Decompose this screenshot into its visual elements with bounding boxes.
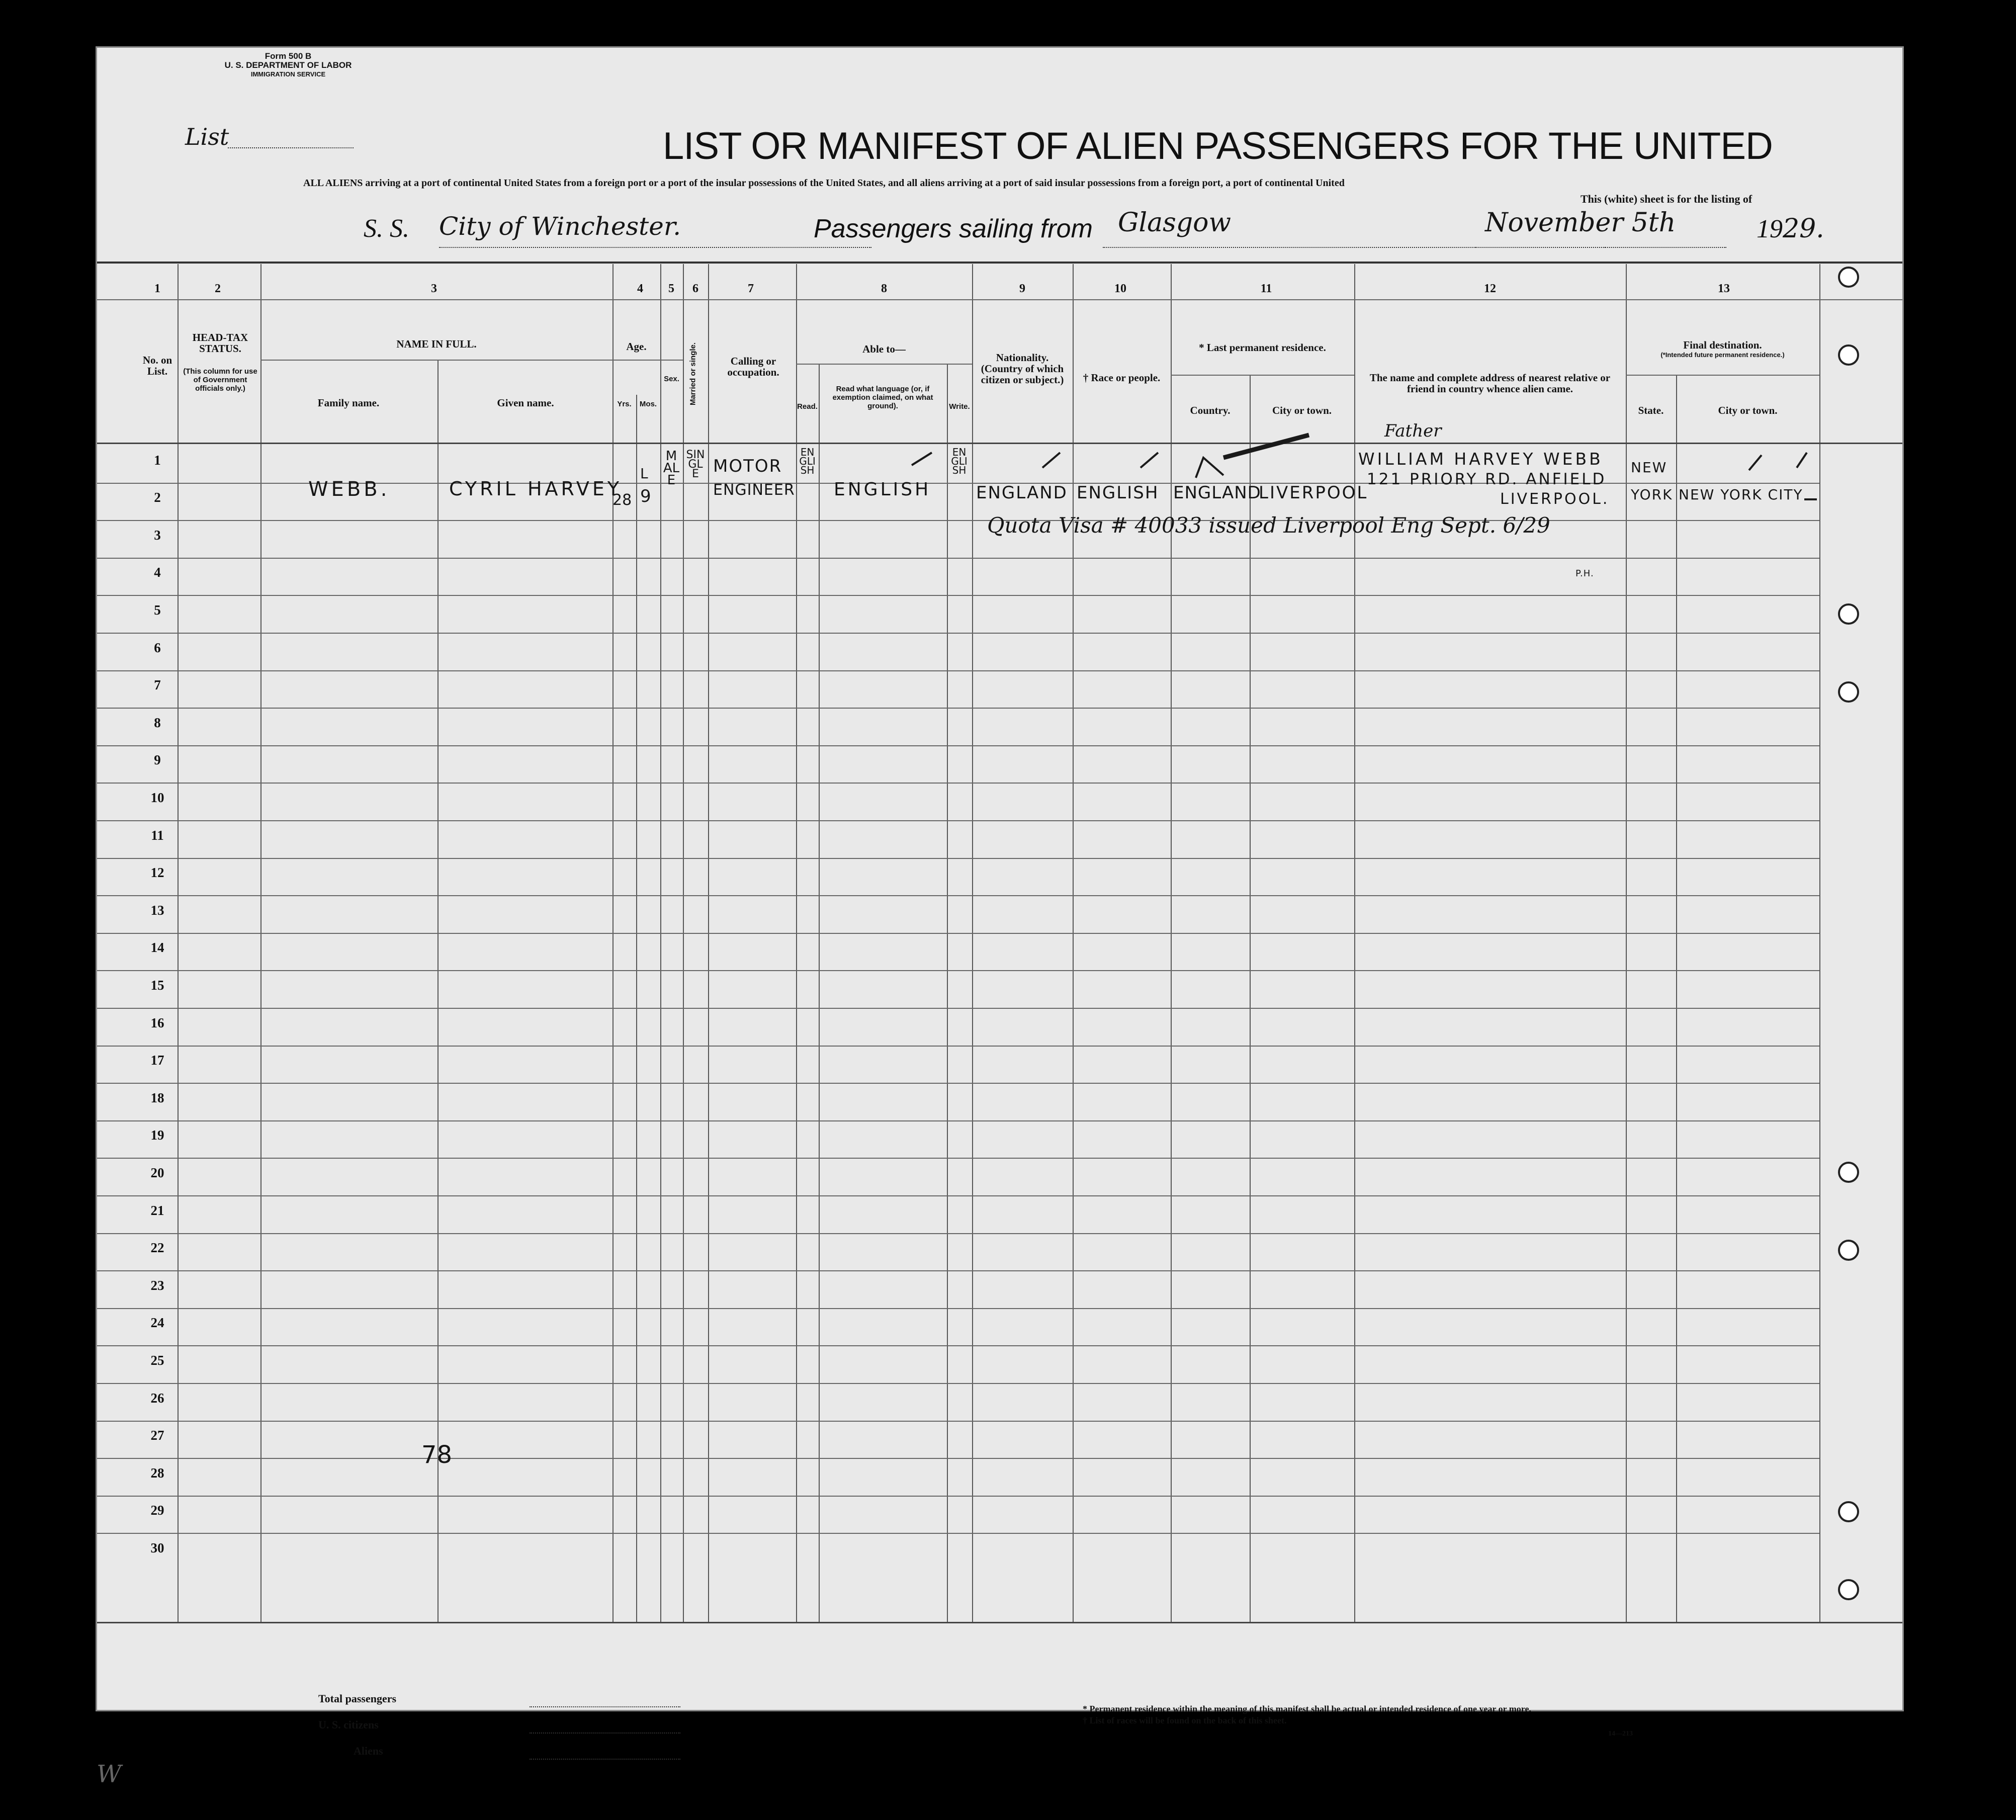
row-rule xyxy=(97,670,1819,671)
header-calling: Calling or occupation. xyxy=(727,355,779,378)
entry-relative-city: LIVERPOOL. xyxy=(1500,490,1610,508)
row-number: 9 xyxy=(154,752,161,768)
entry-yrs: 28 xyxy=(612,491,632,509)
entry-dest-city: NEW YORK CITY xyxy=(1679,486,1803,503)
table-row xyxy=(97,1533,1902,1571)
year-prefix: 19 xyxy=(1757,215,1783,243)
header-mos: Mos. xyxy=(639,400,657,408)
entry-married: SINGLE xyxy=(686,449,705,480)
header-city: City or town. xyxy=(1272,404,1332,416)
page-mark: 78 xyxy=(421,1441,453,1469)
binder-hole xyxy=(1838,267,1859,288)
row-rule xyxy=(97,783,1819,784)
row-rule xyxy=(97,558,1819,559)
row-number: 6 xyxy=(154,640,161,655)
header-age: Age. xyxy=(626,340,647,353)
header-race: † Race or people. xyxy=(1083,372,1161,384)
table-row xyxy=(97,633,1902,670)
row-number: 7 xyxy=(154,677,161,693)
header-name-in-full: NAME IN FULL. xyxy=(396,338,477,350)
header-state: State. xyxy=(1638,404,1664,416)
col-number: 4 xyxy=(637,282,643,295)
header-write: Write. xyxy=(949,402,970,411)
col-number: 9 xyxy=(1019,282,1025,295)
binder-hole xyxy=(1838,603,1859,625)
footer-code: 14—213 xyxy=(1608,1730,1633,1738)
table-row xyxy=(97,670,1902,708)
table-row xyxy=(97,1383,1902,1421)
table-row xyxy=(97,1083,1902,1120)
row-rule xyxy=(97,1195,1819,1196)
row-rule xyxy=(97,1233,1819,1234)
header-country: Country. xyxy=(1190,404,1231,416)
row-rule xyxy=(97,745,1819,746)
row-rule xyxy=(97,1158,1819,1159)
row-rule xyxy=(97,820,1819,821)
row-rule xyxy=(97,1345,1819,1346)
table-row xyxy=(97,820,1902,858)
row-rule xyxy=(97,1270,1819,1271)
row-number: 4 xyxy=(154,565,161,580)
entry-read-language: ENGLISH xyxy=(834,479,931,500)
entry-mos-top: L xyxy=(640,465,648,482)
entry-family-name: WEBB. xyxy=(308,478,390,501)
col-number: 2 xyxy=(215,282,221,295)
table-row xyxy=(97,933,1902,971)
row-rule xyxy=(97,595,1819,596)
table-row xyxy=(97,1120,1902,1158)
header-family-name: Family name. xyxy=(317,397,380,409)
row-number: 27 xyxy=(150,1428,164,1443)
col-number: 6 xyxy=(692,282,698,295)
col-number: 3 xyxy=(431,282,437,295)
row-rule xyxy=(97,708,1819,709)
entry-city: LIVERPOOL xyxy=(1259,483,1368,503)
col-number: 13 xyxy=(1718,282,1730,295)
table-row xyxy=(97,595,1902,633)
year-suffix: 29. xyxy=(1783,214,1824,244)
table-row xyxy=(97,858,1902,896)
table-row xyxy=(97,783,1902,820)
entry-occupation-2: ENGINEER xyxy=(713,481,795,499)
header-final-destination: Final destination. xyxy=(1683,339,1762,351)
row-rule xyxy=(97,1458,1819,1459)
footer-note-1: * Permanent residence within the meaning of this manifest shall be actual or intended residence of one year or more. xyxy=(1083,1704,1531,1714)
ditto-marks xyxy=(97,48,1902,551)
header-head-tax-note: (This column for use of Government officials only.) xyxy=(183,367,257,393)
row-number: 26 xyxy=(150,1390,164,1406)
table-row xyxy=(97,1496,1902,1533)
row-rule xyxy=(97,1083,1819,1084)
table-row xyxy=(97,1195,1902,1233)
col-number: 10 xyxy=(1114,282,1126,295)
footer-citizens-line xyxy=(530,1732,680,1734)
col-number: 11 xyxy=(1260,282,1272,295)
row-rule xyxy=(97,970,1819,971)
row-number: 29 xyxy=(150,1503,164,1518)
row-number: 12 xyxy=(150,865,164,881)
table-row xyxy=(97,1158,1902,1195)
table-row xyxy=(97,1270,1902,1308)
table-row xyxy=(97,1345,1902,1383)
row-number: 3 xyxy=(154,527,161,543)
row-rule xyxy=(97,1383,1819,1384)
entry-state-2: YORK xyxy=(1631,486,1673,503)
row-number: 8 xyxy=(154,715,161,730)
row-rule xyxy=(97,933,1819,934)
col-number: 5 xyxy=(668,282,674,295)
entry-nationality: ENGLAND xyxy=(976,483,1068,503)
header-no-on-list: No. on List. xyxy=(142,354,172,377)
row-number: 1 xyxy=(154,452,161,468)
subtitle-text: arriving at a port of continental United States from a foreign port or a port of the insular possessions of the United States, and all aliens arriving at a port of said insular possessions from a foreign port, a port of continental United xyxy=(365,178,1345,189)
footer-note-2: † List of races will be found on the back of this sheet. xyxy=(1083,1715,1287,1725)
header-last-residence: * Last permanent residence. xyxy=(1199,341,1326,354)
header-given-name: Given name. xyxy=(497,397,554,409)
header-final-note: (*Intended future permanent residence.) xyxy=(1660,351,1785,359)
manifest-sheet xyxy=(96,46,1904,1757)
header-relative: The name and complete address of nearest relative or friend in country whence alien came. xyxy=(1369,372,1611,395)
entry-initials: P.H. xyxy=(1575,568,1594,579)
table-row xyxy=(97,1421,1902,1458)
row-number: 24 xyxy=(150,1315,164,1331)
departure-date: November 5th xyxy=(1485,208,1676,238)
table-row xyxy=(97,895,1902,933)
row-number: 23 xyxy=(150,1277,164,1293)
row-number: 19 xyxy=(150,1128,164,1143)
header-yrs: Yrs. xyxy=(617,400,632,408)
binder-hole xyxy=(1838,1579,1859,1600)
entry-relative-address: 121 PRIORY RD. ANFIELD xyxy=(1367,470,1607,488)
row-number: 16 xyxy=(150,1015,164,1030)
table-bottom-border xyxy=(97,1622,1902,1623)
row-number: 15 xyxy=(150,977,164,993)
row-number: 30 xyxy=(150,1540,164,1555)
row-number: 2 xyxy=(154,490,161,505)
table-row xyxy=(97,745,1902,783)
entry-mos: 9 xyxy=(640,486,651,506)
header-dest-city: City or town. xyxy=(1718,404,1778,416)
table-row xyxy=(97,1308,1902,1346)
footer-us-citizens: U. S. citizens xyxy=(318,1718,379,1731)
header-read: Read. xyxy=(797,402,818,411)
row-number: 14 xyxy=(150,940,164,956)
row-rule xyxy=(97,1496,1819,1497)
header-sex: Sex. xyxy=(664,375,679,383)
entry-sex: MALE xyxy=(663,449,680,488)
row-number: 5 xyxy=(154,602,161,618)
table-row xyxy=(97,558,1902,595)
header-head-tax: HEAD-TAX STATUS. xyxy=(192,331,248,355)
entry-visa-note: Quota Visa # 40033 issued Liverpool Eng Sept. 6/29 xyxy=(987,513,1550,538)
table-row xyxy=(97,970,1902,1008)
binder-hole xyxy=(1838,1240,1859,1261)
entry-race: ENGLISH xyxy=(1077,483,1159,503)
row-rule xyxy=(97,1046,1819,1047)
row-number: 11 xyxy=(151,827,164,843)
ship-name: City of Winchester. xyxy=(439,212,681,241)
entry-given-name: CYRIL HARVEY xyxy=(449,478,623,500)
departure-port: Glasgow xyxy=(1118,208,1231,238)
header-read-language: Read what language (or, if exemption claimed, on what ground). xyxy=(832,385,933,410)
row-rule xyxy=(97,633,1819,634)
entry-write: ENGLISH xyxy=(951,446,968,476)
sailing-label: Passengers sailing from xyxy=(814,214,1093,243)
row-number: 17 xyxy=(150,1053,164,1068)
entry-relation: Father xyxy=(1384,421,1442,441)
table-row xyxy=(97,1458,1902,1496)
col-number: 7 xyxy=(748,282,754,295)
footer-aliens: Aliens xyxy=(354,1745,383,1757)
binder-hole xyxy=(1838,681,1859,703)
row-number: 28 xyxy=(150,1465,164,1481)
ss-label: S. S. xyxy=(364,214,409,243)
row-number: 21 xyxy=(150,1202,164,1218)
header-nationality: Nationality. (Country of which citizen or subject.) xyxy=(981,352,1064,386)
table-row xyxy=(97,1046,1902,1083)
entry-country: ENGLAND xyxy=(1173,483,1261,503)
row-rule xyxy=(97,1308,1819,1309)
row-rule xyxy=(97,1120,1819,1121)
binder-hole xyxy=(1838,1501,1859,1522)
footer-total-passengers: Total passengers xyxy=(318,1692,397,1705)
row-number: 20 xyxy=(150,1165,164,1180)
entry-relative-name: WILLIAM HARVEY WEBB xyxy=(1358,449,1603,469)
row-number: 10 xyxy=(150,790,164,805)
header-married: Married or single. xyxy=(688,342,697,406)
row-rule xyxy=(97,1533,1819,1534)
entry-read: ENGLISH xyxy=(799,446,816,476)
subtitle-2: This (white) sheet is for the listing of xyxy=(1581,193,1752,205)
col-number: 12 xyxy=(1484,282,1496,295)
row-rule xyxy=(97,1421,1819,1422)
binder-hole xyxy=(1838,344,1859,366)
table-row xyxy=(97,1008,1902,1046)
row-number: 18 xyxy=(150,1090,164,1105)
row-rule xyxy=(97,858,1819,859)
header-able-to: Able to— xyxy=(862,343,906,355)
row-rule xyxy=(97,895,1819,896)
list-label: List xyxy=(185,123,229,150)
row-number: 22 xyxy=(150,1240,164,1256)
footer-aliens-line xyxy=(530,1759,680,1760)
footer-total-line xyxy=(530,1706,680,1707)
entry-occupation-1: MOTOR xyxy=(713,456,782,476)
row-number: 13 xyxy=(150,902,164,918)
col-number: 8 xyxy=(881,282,887,295)
form-number: Form 500 B xyxy=(265,51,312,61)
col-number: 1 xyxy=(154,282,160,295)
entry-state-1: NEW xyxy=(1631,459,1668,476)
subtitle-bold: ALL ALIENS xyxy=(303,178,363,189)
margin-mark: W xyxy=(97,1760,122,1788)
row-rule xyxy=(97,1008,1819,1009)
department: U. S. DEPARTMENT OF LABOR xyxy=(224,60,352,70)
service: IMMIGRATION SERVICE xyxy=(250,70,326,78)
page-title: LIST OR MANIFEST OF ALIEN PASSENGERS FOR THE UNITED xyxy=(663,125,1773,167)
table-row xyxy=(97,708,1902,745)
row-number: 25 xyxy=(150,1352,164,1368)
table-row xyxy=(97,1233,1902,1271)
binder-hole xyxy=(1838,1162,1859,1183)
